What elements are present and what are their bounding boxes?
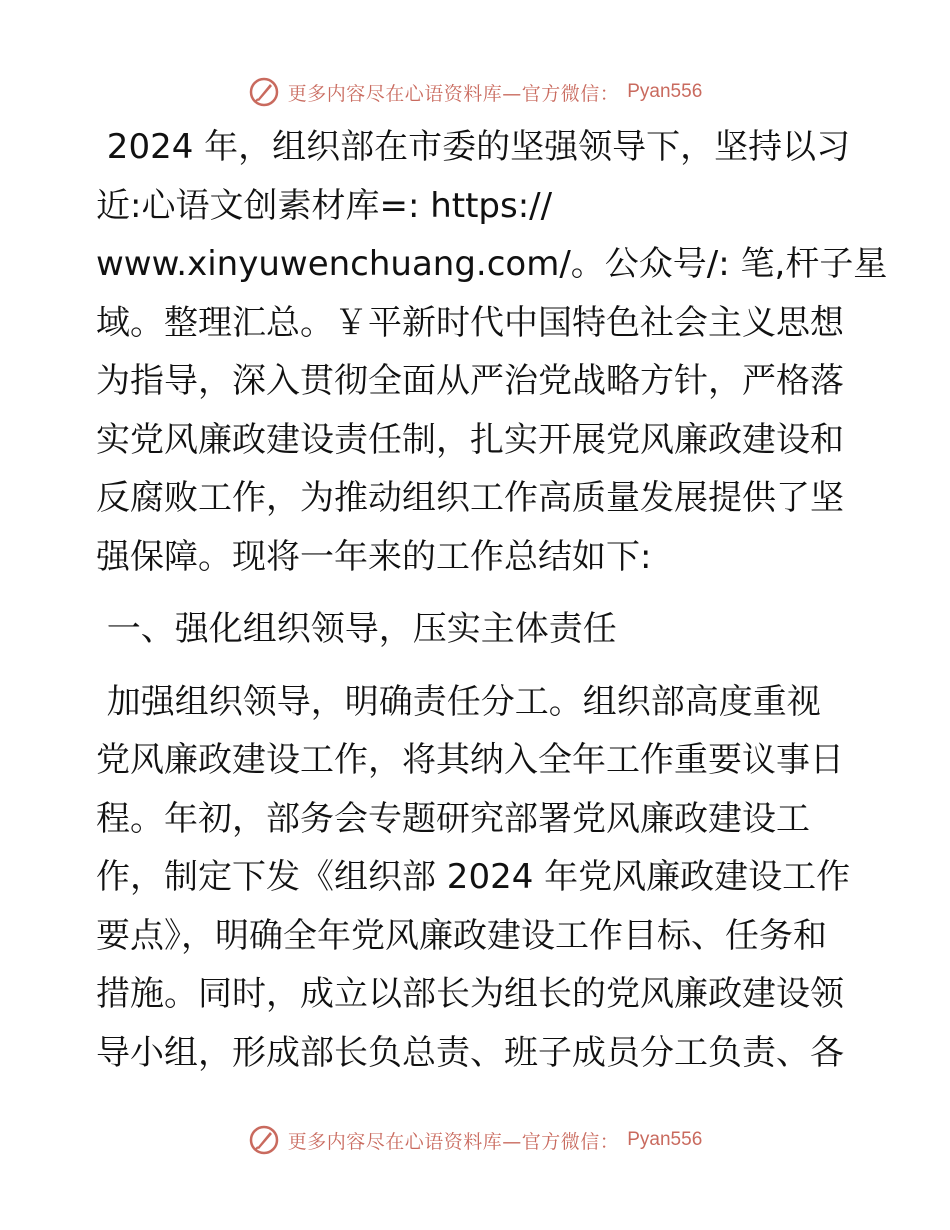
feather-pen-logo-icon: [248, 76, 280, 108]
text-line: 反腐败工作，为推动组织工作高质量发展提供了坚: [96, 478, 844, 518]
text-line: 为指导，深入贯彻全面从严治党战略方针，严格落: [96, 361, 844, 401]
text-line: 实党风廉政建设责任制，扎实开展党风廉政建设和: [96, 419, 844, 460]
text-line: 域。整理汇总。￥平新时代中国特色社会主义思想: [96, 302, 844, 343]
text-line: 措施。同时，成立以部长为组长的党风廉政建设领: [96, 974, 844, 1014]
text-line: 2024 年，组织部在市委的坚强领导下，坚持以习: [96, 127, 851, 167]
footer-watermark: [0, 1120, 950, 1160]
watermark-handle: Pyan556: [627, 1129, 703, 1150]
header-watermark: [0, 72, 950, 112]
watermark-text: 更多内容尽在心语资料库—官方微信：: [287, 1130, 620, 1153]
document-body: [96, 118, 888, 1082]
text-line: 要点》，明确全年党风廉政建设工作目标、任务和: [96, 915, 827, 956]
text-line: 强保障。现将一年来的工作总结如下:: [96, 536, 652, 577]
text-line: 党风廉政建设工作，将其纳入全年工作重要议事日: [96, 740, 844, 780]
text-line: 近:心语文创素材库=: https://: [96, 185, 553, 226]
watermark-text: 更多内容尽在心语资料库—官方微信：: [287, 82, 620, 105]
text-line: 作，制定下发《组织部 2024 年党风廉政建设工作: [96, 857, 851, 897]
text-line: www.xinyuwenchuang.com/。公众号/: 笔,杆子星: [96, 244, 888, 284]
section-heading: 一、强化组织领导，压实主体责任: [96, 609, 617, 649]
watermark-handle: Pyan556: [627, 81, 703, 102]
text-line: 加强组织领导，明确责任分工。组织部高度重视: [96, 681, 821, 722]
text-line: 导小组，形成部长负总责、班子成员分工负责、各: [96, 1032, 844, 1073]
feather-pen-logo-icon: [248, 1124, 280, 1156]
text-line: 程。年初，部务会专题研究部署党风廉政建设工: [96, 798, 810, 839]
